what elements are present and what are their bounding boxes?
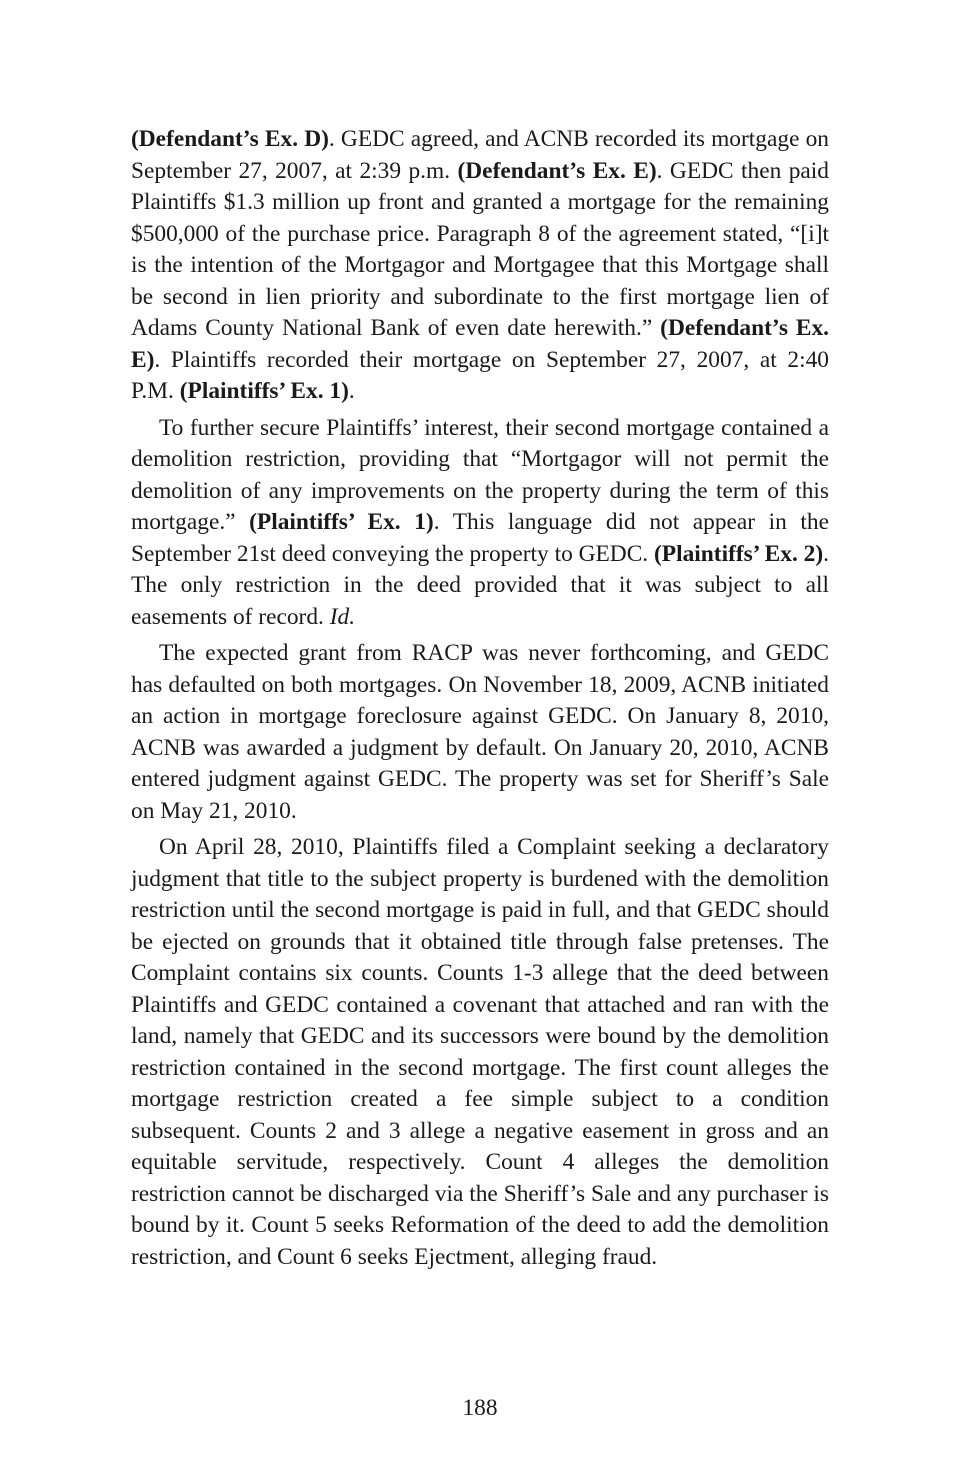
citation: (Plaintiffs’ Ex. 1) [249, 509, 434, 535]
citation: (Defendant’s Ex. E) [131, 315, 829, 373]
paragraph-3 [131, 638, 829, 827]
text-run: . GEDC agreed, and ACNB recorded its mortgage on September 27, 2007, at 2:39 p.m. [131, 126, 829, 184]
citation: (Plaintiffs’ Ex. 1) [179, 378, 349, 404]
citation: (Defendant’s Ex. D) [131, 126, 329, 152]
page-number: 188 [462, 1395, 498, 1421]
text-run: . This language did not appear in the September 21st deed conveying the property to GEDC. [131, 509, 830, 567]
paragraph-4 [131, 832, 829, 1273]
paragraph-2 [131, 413, 829, 634]
citation: (Defendant’s Ex. E) [457, 157, 657, 184]
paragraph-1 [131, 124, 829, 408]
text-run: . GEDC then paid Plaintiffs $1.3 million up front and granted a mortgage for the remaining $500,000 of the purchase price. Paragraph 8 of the agreement stated, “[i]t is the intention of the Mortgagor and Mortgagee that this Mortgage shall be second in lien priority and subordinate to the first mortgage lien of Adams County National Bank of even date herewith.” [131, 157, 829, 341]
text-run: On April 28, 2010, Plaintiffs filed a Complaint seeking a declaratory judgment that title to the subject property is burdened with the demolition restriction until the second mortgage is paid in full, and that GEDC should be ejected on grounds that it obtained title through false pretenses. The Complaint contains six counts. Counts 1-3 allege that the deed between Plaintiffs and GEDC contained a covenant that attached and ran with the land, namely that GEDC and its successors were bound by the demolition restriction contained in the second mortgage. The first count alleges the mortgage restriction created a fee simple subject to a condition subsequent. Counts 2 and 3 allege a negative easement in gross and an equitable servitude, respectively. Count 4 alleges the demolition restriction cannot be discharged via the Sheriff’s Sale and any purchaser is bound by it. Count 5 seeks Reformation of the deed to add the demolition restriction, and Count 6 seeks Ejectment, alleging fraud. [131, 834, 829, 1270]
citation: (Plaintiffs’ Ex. 2) [654, 540, 824, 567]
text-run: . The only restriction in the deed provided that it was subject to all easements of record. [131, 540, 830, 630]
document-body [131, 124, 829, 1278]
text-run: To further secure Plaintiffs’ interest, their second mortgage contained a demolition restriction, providing that “Mortgagor will not permit the demolition of any improvements on the property during the term of this mortgage.” [131, 414, 829, 535]
text-run: The expected grant from RACP was never forthcoming, and GEDC has defaulted on both mortgages. On November 18, 2009, ACNB initiated an action in mortgage foreclosure against GEDC. On January 8, 2010, ACNB was awarded a judgment by default. On January 20, 2010, ACNB entered judgment against GEDC. The property was set for Sheriff’s Sale on May 21, 2010. [131, 640, 829, 824]
text-run: . [348, 378, 355, 404]
text-run: . Plaintiffs recorded their mortgage on September 27, 2007, at 2:40 P.M. [131, 346, 829, 404]
citation-id: Id. [329, 603, 356, 630]
